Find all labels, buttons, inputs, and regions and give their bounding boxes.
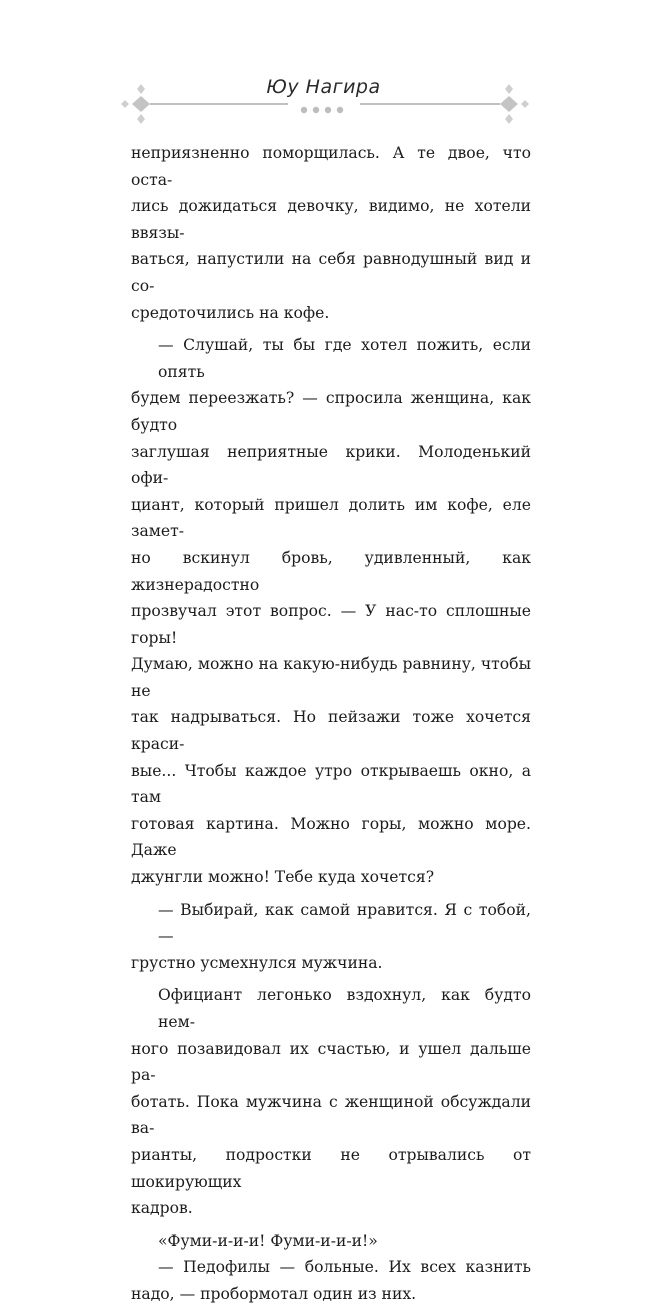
ornament-left-diamond xyxy=(132,96,150,112)
text-line: — Выбирай, как самой нравится. Я с тобой, — xyxy=(158,900,531,946)
text-line: ного позавидовал их счастью, и ушел дальше ра- xyxy=(131,1039,531,1085)
ornament-right-small-diamond-bottom xyxy=(505,114,513,124)
text-line: готовая картина. Можно горы, можно море. Даже xyxy=(131,814,531,860)
text-line: прозвучал этот вопрос. — У нас-то сплошные горы! xyxy=(131,602,531,647)
text-line: будем переезжать? — спросила женщина, как будто xyxy=(131,389,531,434)
ornament-dot-2 xyxy=(313,107,319,113)
text-line: надо, — пробормотал один из них. xyxy=(131,1284,417,1303)
text-line: грустно усмехнулся мужчина. xyxy=(131,953,383,972)
ornament-dot-3 xyxy=(325,107,331,113)
text-line: кадров. xyxy=(131,1199,193,1218)
author-name: Юу Нагира xyxy=(266,76,381,98)
text-line: джунгли можно! Тебе куда хочется? xyxy=(131,868,435,887)
text-line: но вскинул бровь, удивленный, как жизнерадостно xyxy=(131,548,531,594)
body-text xyxy=(131,140,531,1308)
ornament-left-small-diamond-bottom xyxy=(137,114,145,124)
ornament-left-small-diamond-side xyxy=(121,100,129,108)
paragraph xyxy=(131,140,531,326)
text-line: рианты, подростки не отрывались от шокирующих xyxy=(131,1145,531,1191)
text-line: — Слушай, ты бы где хотел пожить, если опять xyxy=(158,336,531,381)
ornament-dot-1 xyxy=(301,107,307,113)
paragraph xyxy=(131,982,531,1221)
ornament-dot-4 xyxy=(337,107,343,113)
paragraph xyxy=(131,1254,531,1307)
text-line: Думаю, можно на какую-нибудь равнину, чтобы не xyxy=(131,655,531,700)
ornament-right-diamond xyxy=(500,96,518,112)
text-line: вые... Чтобы каждое утро открываешь окно, а там xyxy=(131,761,531,807)
text-line: циант, который пришел долить им кофе, еле замет- xyxy=(131,495,531,541)
text-line: заглушая неприятные крики. Молоденький офи- xyxy=(131,442,531,488)
text-line: ваться, напустили на себя равнодушный вид и со- xyxy=(131,250,531,295)
text-line: «Фуми-и-и-и! Фуми-и-и-и!» xyxy=(158,1231,378,1250)
text-line: лись дожидаться девочку, видимо, не хотели ввязы- xyxy=(131,197,531,242)
paragraph xyxy=(131,897,531,977)
running-header xyxy=(0,70,647,130)
text-line: неприязненно поморщилась. А те двое, что оста- xyxy=(131,144,531,189)
paragraph xyxy=(131,1228,531,1255)
ornament-right-small-diamond-side xyxy=(521,100,529,108)
text-line: средоточились на кофе. xyxy=(131,303,330,322)
text-line: Официант легонько вздохнул, как будто нем- xyxy=(158,986,531,1031)
text-line: ботать. Пока мужчина с женщиной обсуждали ва- xyxy=(131,1092,531,1138)
text-line: — Педофилы — больные. Их всех казнить xyxy=(158,1258,531,1277)
paragraph xyxy=(131,332,531,890)
text-line: так надрываться. Но пейзажи тоже хочется краси- xyxy=(131,708,531,754)
